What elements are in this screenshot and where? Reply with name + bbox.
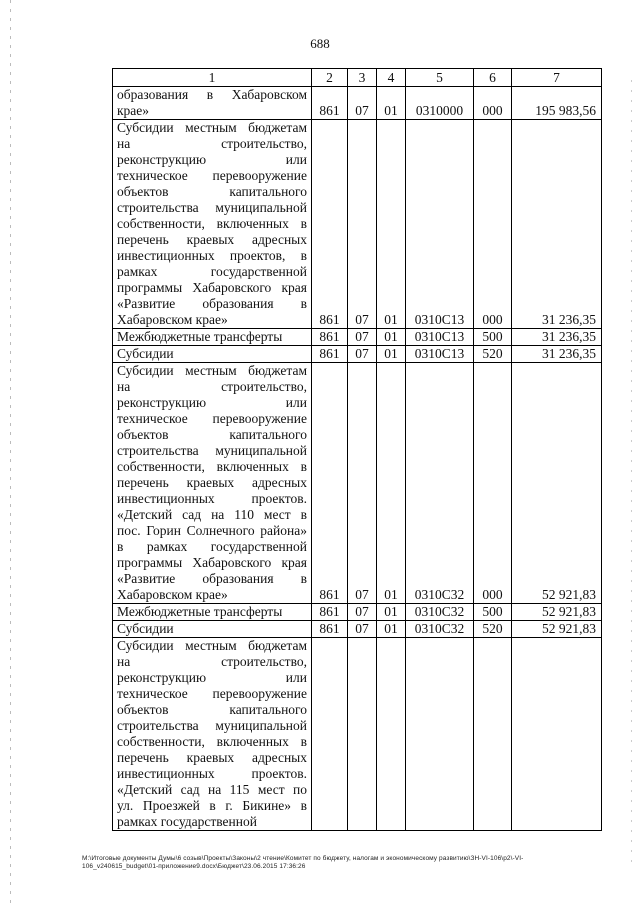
target-article-cell: 0310С32 (406, 604, 474, 621)
amount-cell: 52 921,83 (512, 621, 602, 638)
subsection-cell: 01 (377, 120, 406, 329)
row-name-line: на строительство, (117, 136, 307, 151)
budget-table-container (112, 68, 601, 831)
header-col-1: 1 (113, 69, 312, 87)
row-name-cell (113, 638, 312, 831)
row-name-cell (113, 621, 312, 638)
row-name-line: ул. Проезжей в г. Бикине» в (117, 798, 307, 813)
target-article-cell: 0310С13 (406, 329, 474, 346)
table-header-row (113, 69, 602, 87)
table-row (113, 363, 602, 604)
subsection-cell: 01 (377, 363, 406, 604)
row-name-line: программы Хабаровского края (117, 280, 307, 295)
table-row (113, 120, 602, 329)
row-name-line: Субсидии (117, 346, 174, 361)
scan-edge-left (10, 0, 11, 905)
row-name-line: «Детский сад на 110 мест в (117, 507, 307, 522)
row-name-line: инвестиционных проектов. (117, 766, 307, 781)
row-name-line: на строительство, (117, 654, 307, 669)
target-article-cell (406, 638, 474, 831)
row-name-cell (113, 363, 312, 604)
code-cell: 861 (312, 363, 348, 604)
target-article-cell: 0310С13 (406, 120, 474, 329)
row-name-line: пос. Горин Солнечного района» (117, 523, 307, 538)
row-name-line: крае» (117, 103, 150, 118)
row-name-line: Субсидии местным бюджетам (117, 120, 307, 135)
row-name-line: объектов капитального (117, 184, 307, 199)
code-cell: 861 (312, 604, 348, 621)
section-cell: 07 (348, 604, 377, 621)
amount-cell (512, 638, 602, 831)
subsection-cell: 01 (377, 346, 406, 363)
code-cell: 861 (312, 346, 348, 363)
code-cell: 861 (312, 329, 348, 346)
expense-type-cell: 500 (474, 604, 512, 621)
amount-cell: 195 983,56 (512, 87, 602, 120)
expense-type-cell: 520 (474, 346, 512, 363)
row-name-line: техническое перевооружение (117, 686, 307, 701)
target-article-cell: 0310С32 (406, 621, 474, 638)
budget-table (112, 68, 602, 831)
row-name-line: реконструкцию или (117, 395, 307, 410)
row-name-cell (113, 604, 312, 621)
row-name-line: Хабаровском крае» (117, 587, 228, 602)
expense-type-cell: 520 (474, 621, 512, 638)
file-path-line-2: 106_v240615_budget\01-приложение9.docx\Бюджет\23.06.2015 17:36:26 (82, 863, 306, 870)
row-name-line: Субсидии (117, 621, 174, 636)
row-name-line: объектов капитального (117, 427, 307, 442)
row-name-line: Субсидии местным бюджетам (117, 363, 307, 378)
section-cell: 07 (348, 346, 377, 363)
amount-cell: 31 236,35 (512, 346, 602, 363)
header-col-7: 7 (512, 69, 602, 87)
amount-cell: 31 236,35 (512, 329, 602, 346)
row-name-line: рамках государственной (117, 264, 307, 279)
code-cell (312, 638, 348, 831)
table-row (113, 604, 602, 621)
page-number: 688 (310, 36, 330, 51)
table-row (113, 329, 602, 346)
row-name-line: в рамках государственной (117, 539, 307, 554)
row-name-line: Хабаровском крае» (117, 312, 228, 327)
expense-type-cell (474, 638, 512, 831)
amount-cell: 31 236,35 (512, 120, 602, 329)
section-cell: 07 (348, 621, 377, 638)
row-name-line: реконструкцию или (117, 670, 307, 685)
row-name-line: рамках государственной (117, 814, 257, 829)
table-row (113, 346, 602, 363)
subsection-cell (377, 638, 406, 831)
section-cell: 07 (348, 87, 377, 120)
row-name-line: Межбюджетные трансферты (117, 604, 283, 619)
target-article-cell: 0310С13 (406, 346, 474, 363)
header-col-6: 6 (474, 69, 512, 87)
row-name-line: собственности, включенных в (117, 459, 307, 474)
row-name-line: «Развитие образования в (117, 296, 307, 311)
table-row (113, 621, 602, 638)
section-cell (348, 638, 377, 831)
row-name-line: программы Хабаровского края (117, 555, 307, 570)
amount-cell: 52 921,83 (512, 363, 602, 604)
section-cell: 07 (348, 329, 377, 346)
subsection-cell: 01 (377, 604, 406, 621)
row-name-line: перечень краевых адресных (117, 475, 307, 490)
table-row (113, 87, 602, 120)
row-name-line: строительства муниципальной (117, 200, 307, 215)
file-path-line-1: М:\Итоговые документы Думы\6 созыв\Проекты\Законы\2 чтение\Комитет по бюджету, налогам и экономическому развитию\ЗН-VI-106\р2\-VI- (82, 855, 524, 862)
row-name-line: перечень краевых адресных (117, 232, 307, 247)
row-name-line: строительства муниципальной (117, 718, 307, 733)
section-cell: 07 (348, 363, 377, 604)
row-name-cell (113, 346, 312, 363)
file-path-footer (82, 855, 602, 871)
amount-cell: 52 921,83 (512, 604, 602, 621)
code-cell: 861 (312, 120, 348, 329)
row-name-line: «Детский сад на 115 мест по (117, 782, 307, 797)
row-name-line: реконструкцию или (117, 152, 307, 167)
subsection-cell: 01 (377, 87, 406, 120)
expense-type-cell: 500 (474, 329, 512, 346)
row-name-line: Субсидии местным бюджетам (117, 638, 307, 653)
subsection-cell: 01 (377, 621, 406, 638)
scan-edge-right (631, 80, 632, 865)
target-article-cell: 0310000 (406, 87, 474, 120)
table-row (113, 638, 602, 831)
target-article-cell: 0310С32 (406, 363, 474, 604)
row-name-line: техническое перевооружение (117, 168, 307, 183)
row-name-line: «Развитие образования в (117, 571, 307, 586)
section-cell: 07 (348, 120, 377, 329)
expense-type-cell: 000 (474, 120, 512, 329)
row-name-line: собственности, включенных в (117, 216, 307, 231)
expense-type-cell: 000 (474, 87, 512, 120)
header-col-4: 4 (377, 69, 406, 87)
row-name-cell (113, 120, 312, 329)
header-col-3: 3 (348, 69, 377, 87)
header-col-5: 5 (406, 69, 474, 87)
code-cell: 861 (312, 87, 348, 120)
row-name-line: на строительство, (117, 379, 307, 394)
row-name-cell (113, 329, 312, 346)
row-name-line: техническое перевооружение (117, 411, 307, 426)
row-name-line: Межбюджетные трансферты (117, 329, 283, 344)
row-name-line: перечень краевых адресных (117, 750, 307, 765)
row-name-line: строительства муниципальной (117, 443, 307, 458)
row-name-line: образования в Хабаровском (117, 87, 307, 102)
row-name-line: инвестиционных проектов. (117, 491, 307, 506)
row-name-line: инвестиционных проектов, в (117, 248, 307, 263)
row-name-line: объектов капитального (117, 702, 307, 717)
code-cell: 861 (312, 621, 348, 638)
subsection-cell: 01 (377, 329, 406, 346)
row-name-cell (113, 87, 312, 120)
table-body (113, 87, 602, 831)
header-col-2: 2 (312, 69, 348, 87)
expense-type-cell: 000 (474, 363, 512, 604)
row-name-line: собственности, включенных в (117, 734, 307, 749)
